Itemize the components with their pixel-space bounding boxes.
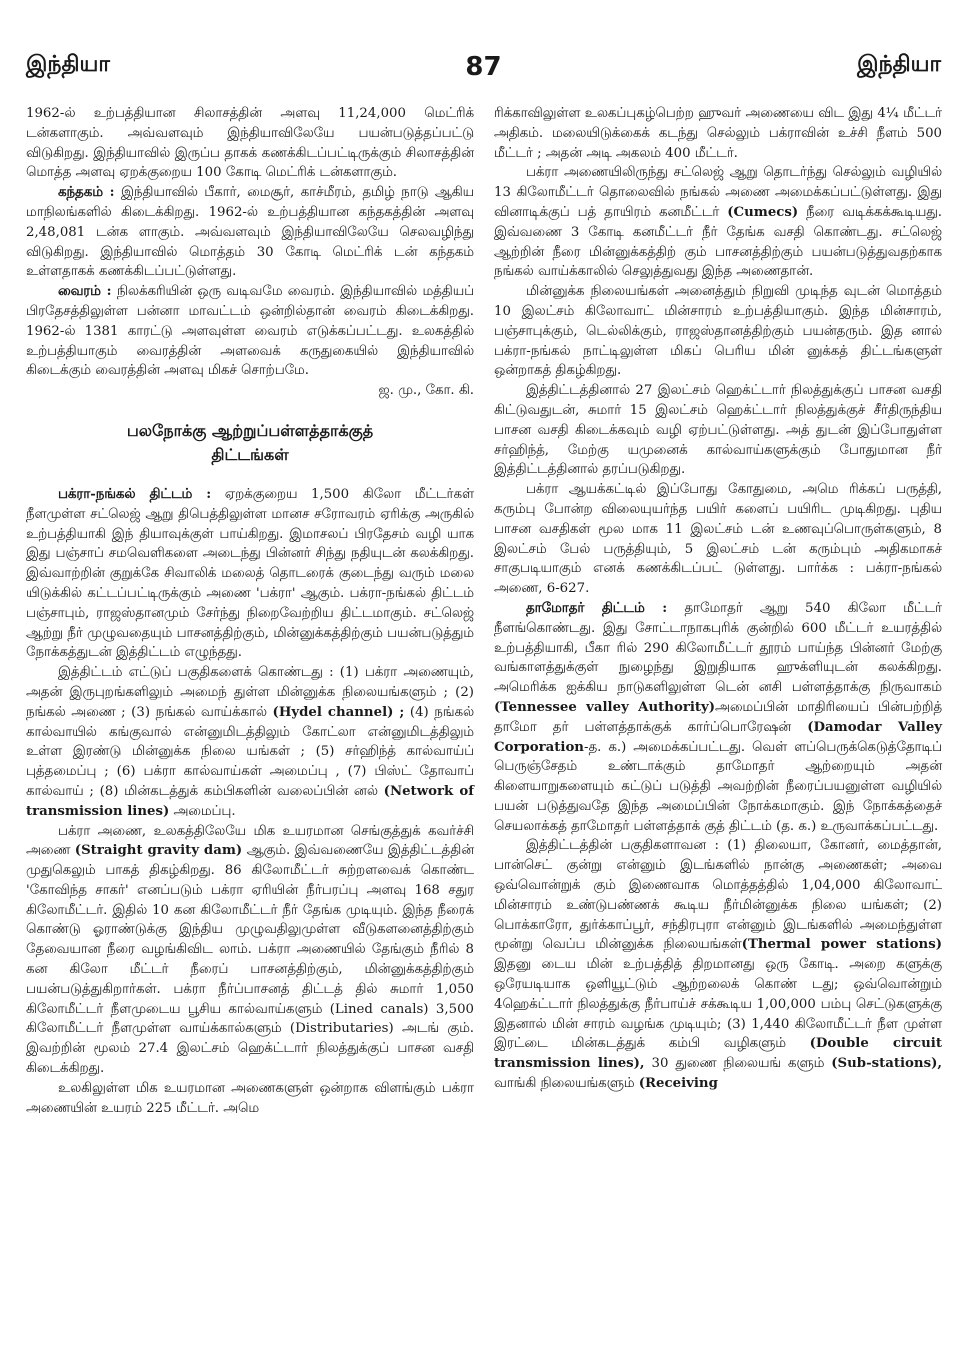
paragraph-damodar bbox=[494, 599, 942, 837]
section-title bbox=[26, 419, 474, 467]
paragraph-text: இத்திட்டத்தின் பகுதிகளாவன : (1) திலையா, கோனர், மைத்தான், பான்செட் குன்று என்னும் இடங்களில் நான்கு அணைகள்; அவை ஒவ்வொன்றுக் கும் இணைவாக மொத்தத்தில் 1,04,000 கிலோவாட் மின்சாரம் உண்டுபண்ணக் கூடிய நீர்மின்னுக்க நிலை யங்கள்; (2) பொக்காரோ, துர்க்காப்பூர், சந்திரபுரா என்னும் இடங்களில் அமைந்துள்ள மூன்று வெப்ப மின்னுக்க நிலையங்கள் bbox=[494, 838, 942, 953]
paragraph-bhakra-intro bbox=[26, 485, 474, 663]
paragraph-text: -த. க.) அமைக்கப்பட்டது. வெள் ளப்பெருக்கெடுத்தோடிப் பெருஞ்சேதம் உண்டாக்கும் தாமோதர் ஆற்றையும் அதன் கிளையாறுகளையும் கட்டுப் படுத்தி அவற்றின் நீரைப்பயனுள்ள வழியில் பயன் படுத்துவதே இந்த அமைப்பின் நோக்கமாகும். இந் நோக்கத்தைச் செயலாக்கத் தாமோதர் பள்ளத்தாக் குத் திட்டம் (த. க.) உருவாக்கப்பட்டது. bbox=[494, 739, 942, 834]
paragraph-text: இத்திட்டம் எட்டுப் பகுதிகளைக் கொண்டது : (1) பக்ரா அணையும், அதன் இருபுறங்களிலும் அமைந் துள்ள மின்னுக்க நிலையங்களும் ; (2) நங்கல் அணை ; (3) நங்கல் வாய்க்கால் bbox=[26, 665, 474, 720]
paragraph-bhakra-height: உலகிலுள்ள மிக உயரமான அணைகளுள் ஒன்றாக விளங்கும் பக்ரா அணையின் உயரம் 225 மீட்டர். அமெ bbox=[26, 1080, 474, 1116]
paragraph-text: தாமோதர் ஆறு 540 கிலோ மீட்டர் நீளங்கொண்டது. இது சோட்டாநாகபுரிக் குன்றில் 600 மீட்டர் உயரத்தில் உற்பத்தியாகி, பீகா ரில் 290 கிலோமீட்டர் தூரம் பாய்ந்த பின்னர் மேற்கு வங்காளத்துக்குள் நுழைந்து இறுதியாக ஹுக்ளியுடன் கலக்கிறது. அமெரிக்க ஐக்கிய நாடுகளிலுள்ள டென் னசி பள்ளத்தாக்கு நிருவாகம் bbox=[494, 600, 942, 696]
paragraph-text: பக்ரா அணை, உலகத்திலேயே மிக உயரமான செங்குத்துக் கவர்ச்சி அணை bbox=[26, 823, 474, 859]
header-right-title: இந்தியா bbox=[857, 52, 941, 77]
term-bhakra-nangal: பக்ரா-நங்கல் திட்டம் : bbox=[58, 486, 212, 502]
paragraph-irrigation: இத்திட்டத்தினால் 27 இலட்சம் ஹெக்ட்டார் நிலத்துக்குப் பாசன வசதி கிட்டுவதுடன், சுமார் 15 இலட்சம் ஹெக்ட்டார் நிலத்துக்குச் சீர்திருந்திய பாசன வசதி கிடைக்கவும் வழி ஏற்பட்டுள்ளது. அத் துடன் இப்போதுள்ள சர்ஹிந்த், மேற்கு யமுனைக் கால்வாய்களுக்கும் போதுமான நீர் இத்திட்டத்தினால் தரப்படுகிறது. bbox=[494, 383, 942, 478]
paragraph-silasam: 1962-ல் உற்பத்தியான சிலாசத்தின் அளவு 11,24,000 மெட்ரிக் டன்களாகும். அவ்வளவும் இந்தியாவிலேயே பயன்படுத்தப்பட்டு விடுகிறது. இந்தியாவில் இருப்ப தாகக் கணக்கிடப்பட்டிருக்கும் சிலாசத்தின் மொத்த அளவு ஏறக்குறைய 100 கோடி மெட்ரிக் டன்களாகும். bbox=[26, 106, 474, 181]
paragraph-kanthagam bbox=[26, 183, 474, 282]
english-term: (Tennessee valley Authority) bbox=[494, 699, 716, 715]
paragraph-hoover: ரிக்காவிலுள்ள உலகப்புகழ்பெற்ற ஹுவர் அணையை விட இது 4¼ மீட்டர் அதிகம். மலையிடுக்கைக் கடந்து செல்லும் பக்ராவின் உச்சி நீளம் 500 மீட்டர் ; அதன் அடி அகலம் 400 மீட்டர். bbox=[494, 106, 942, 161]
paragraph-nangal-dam bbox=[494, 163, 942, 282]
english-term: (Thermal power stations) bbox=[741, 937, 942, 953]
paragraph-crops: பக்ரா ஆயக்கட்டில் இப்போது கோதுமை, அமெ ரிக்கப் பருத்தி, கரும்பு போன்ற விலையுயர்ந்த பயிர் களைப் பயிரிட முடிகிறது. புதிய பாசன வசதிகள் மூல மாக 11 இலட்சம் டன் உணவுப்பொருள்களும், 8 இலட்சம் பேல் பருத்தியும், 5 இலட்சம் டன் கரும்பும் அதிகமாகச் சாகுபடியாகும் எனக் கணக்கிடப்பட் டுள்ளது. பார்க்க : பக்ரா-நங்கல் அணை, 6-627. bbox=[494, 482, 942, 597]
english-term: (Straight gravity dam) bbox=[74, 843, 243, 859]
page-number: 87 bbox=[465, 52, 502, 82]
term-kanthagam: கந்தகம் : bbox=[58, 185, 115, 201]
term-vairam: வைரம் : bbox=[58, 284, 112, 300]
paragraph-text: (4) நங்கல் கால்வாயில் கங்குவால் என்னுமிடத்திலும் கோட்லா என்னுமிடத்திலும் உள்ள இரண்டு மின்னுக்க நிலை யங்கள் ; (5) சர்ஹிந்த் கால்வாய்ப் புத்தமைப்பு ; (6) பக்ரா கால்வாய்கள் அமைப்பு , (7) பிஸ்ட் தோவாப் கால்வாய் ; (8) மின்கடத்துக் கம்பிகளின் வலைப்பின் னல் bbox=[26, 704, 474, 799]
paragraph-text: ஆகும். இவ்வணையே இத்திட்டத்தின் முதுகெலும் பாகத் திகழ்கிறது. 86 கிலோமீட்டர் சுற்றளவைக் கொண்ட 'கோவிந்த சாகர்' எனப்படும் பக்ரா ஏரியின் நீர்பரப்பு அளவு 168 சதுர கிலோமீட்டர். இதில் 10 கன கிலோமீட்டர் நீர் தேங்க முடியும். இந்த நீரைக் கொண்டு ஓராண்டுக்கு இந்திய முழுவதிலுமுள்ள வீடுகளனைத்திற்கும் தேவையான நீரை வழங்கிவிட லாம். பக்ரா அணையில் தேங்கும் நீரில் 8 கன கிலோ மீட்டர் நீரைப் பாசனத்திற்கும், மின்னுக்கத்திற்கும் பயன்படுத்துகிறார்கள். பக்ரா நீர்ப்பாசனத் திட்டத் தில் சுமார் 1,050 கிலோமீட்டர் நீளமுடைய பூசிய கால்வாய்களும் (Lined canals) 3,500 கிலோமீட்டர் நீளமுள்ள வாய்க்கால்களும் (Distributaries) அடங் கும். இவற்றின் மூலம் 27.4 இலட்சம் ஹெக்ட்டார் நிலத்துக்குப் பாசன வசதி கிடைக்கிறது. bbox=[26, 843, 475, 1077]
author-signature: ஜ. மு., கோ. கி. bbox=[378, 383, 474, 399]
left-column bbox=[26, 104, 474, 1118]
english-term: (Receiving bbox=[638, 1076, 718, 1092]
page-header bbox=[26, 52, 941, 92]
paragraph-text: வாங்கி நிலையங்களும் bbox=[494, 1076, 635, 1092]
english-term: (Damodar Valley Corporation bbox=[494, 719, 942, 755]
header-left-title: இந்தியா bbox=[26, 52, 110, 77]
english-term: (Network of transmission lines) bbox=[26, 783, 474, 819]
right-column bbox=[494, 104, 942, 1094]
paragraph-text: அமைப்பின் மாதிரியைப் பின்பற்றித் தாமோ தர் பள்ளத்தாக்குக் கார்ப்பொரேஷன் bbox=[494, 699, 942, 735]
paragraph-text: 30 துணை நிலையங் களும் bbox=[651, 1056, 825, 1072]
paragraph-vairam bbox=[26, 282, 474, 381]
term-damodar: தாமோதர் திட்டம் : bbox=[526, 600, 668, 616]
paragraph-power: மின்னுக்க நிலையங்கள் அனைத்தும் நிறுவி முடிந்த வுடன் மொத்தம் 10 இலட்சம் கிலோவாட் மின்சாரம் உற்பத்தியாகும். இந்த மின்சாரம், பஞ்சாபுக்கும், டெல்லிக்கும், ராஜஸ்தானத்திற்கும் பயன்தரும். இத னால் பக்ரா-நங்கல் நாட்டிலுள்ள மிகப் பெரிய மின் னுக்கத் திட்டங்களுள் ஒன்றாகத் திகழ்கிறது. bbox=[494, 284, 942, 379]
english-term: (Hydel channel) ; bbox=[272, 704, 405, 720]
paragraph-text: ஏறக்குறைய 1,500 கிலோ மீட்டர்கள் நீளமுள்ள சட்லெஜ் ஆறு திபெத்திலுள்ள மானச சரோவரம் ஏரிக்கு அருகில் உற்பத்தியாகி இந் தியாவுக்குள் பாய்கிறது. இமாசலப் பிரதேசம் வழி யாக இது பஞ்சாப் சமவெளிகளை அடைந்து பின்னர் சிந்து நதியுடன் கலக்கிறது. இவ்வாற்றின் குறுக்கே சிவாலிக் மலைத் தொடரைக் குடைந்து வரும் மலை யிடுக்கில் கட்டப்பட்டிருக்கும் அணை 'பக்ரா' ஆகும். பக்ரா-நங்கல் திட்டம் பஞ்சாபும், ராஜஸ்தானமும் சேர்ந்து நிறைவேற்றிய திட்டமாகும். சட்லெஜ் ஆற்று நீர் முழுவதையும் பாசனத்திற்கும், மின்னுக்கத்திற்கும் பயன்படுத்தும் நோக்கத்துடன் இத்திட்டம் எழுந்தது. bbox=[26, 486, 474, 661]
paragraph-bhakra-dam bbox=[26, 822, 474, 1079]
paragraph-bhakra-parts bbox=[26, 663, 474, 821]
paragraph-text: இதனு டைய மின் உற்பத்தித் திறமானது ஒரு கோடி. அறை களுக்கு ஒரேயடியாக ஒளியூட்டும் ஆற்றலைக் கொண் டது; ஒவ்வொன்றும் 4ஹெக்ட்டார் நிலத்துக்கு நீர்பாய்ச் சக்கூடிய 1,00,000 பம்பு செட்டுகளுக்கு இதனால் மின் சாரம் வழங்க முடியும்; (3) 1,440 கிலோமீட்டர் நீள முள்ள இரட்டை மின்கடத்துக் கம்பி வழிகளும் bbox=[494, 957, 942, 1052]
paragraph-text: நீரை வடிக்கக்கூடியது. இவ்வணை 3 கோடி கனமீட்டர் நீர் தேங்க வசதி கொண்டது. சட்லெஜ் ஆற்றின் நீரை மின்னுக்கத்திற் கும் பாசனத்திற்கும் பயன்படுத்துவதற்காக நங்கல் வாய்க்காலில் செலுத்துவது இந்த அணைதான். bbox=[494, 204, 942, 280]
paragraph-text: அமைப்பு. bbox=[173, 803, 236, 819]
paragraph-text: இந்தியாவில் பீகார், மைசூர், காச்மீரம், தமிழ் நாடு ஆகிய மாநிலங்களில் கிடைக்கிறது. 1962-ல் உற்பத்தியான கந்தகத்தின் அளவு 2,48,081 டன்க ளாகும். அவ்வளவும் இந்தியாவிலேயே செலவழிந்து விடுகிறது. இந்தியாவில் மொத்தம் 30 கோடி மெட்ரிக் டன் கந்தகம் உள்ளதாகக் கணக்கிடப்பட்டுள்ளது. bbox=[26, 185, 474, 280]
english-term: (Double circuit transmission lines), bbox=[494, 1036, 942, 1072]
english-term: (Cumecs) bbox=[727, 204, 799, 220]
paragraph-damodar-parts bbox=[494, 836, 942, 1093]
paragraph-text: நிலக்கரியின் ஒரு வடிவமே வைரம். இந்தியாவில் மத்தியப் பிரதேசத்திலுள்ள பன்னா மாவட்டம் ஒன்றில்தான் வைரம் கிடைக்கிறது. 1962-ல் 1381 காரட்டு அளவுள்ள வைரம் எடுக்கப்பட்டது. உலகத்தில் உற்பத்தியாகும் வைரத்தின் அளவைக் கருதுகையில் இந்தியாவில் கிடைக்கும் வைரத்தின் அளவு மிகச் சொற்பமே. bbox=[26, 284, 474, 379]
paragraph-text: பக்ரா அணையிலிருந்து சட்லெஜ் ஆறு தொடர்ந்து செல்லும் வழியில் 13 கிலோமீட்டர் தொலைவில் நங்கல் அணை அமைக்கப்பட்டுள்ளது. இது வினாடிக்குப் பத் தாயிரம் கனமீட்டர் bbox=[494, 165, 942, 220]
section-title-line: பலநோக்கு ஆற்றுப்பள்ளத்தாக்குத் bbox=[126, 420, 374, 440]
section-title-line: திட்டங்கள் bbox=[211, 444, 289, 464]
english-term: (Sub-stations), bbox=[831, 1056, 942, 1072]
